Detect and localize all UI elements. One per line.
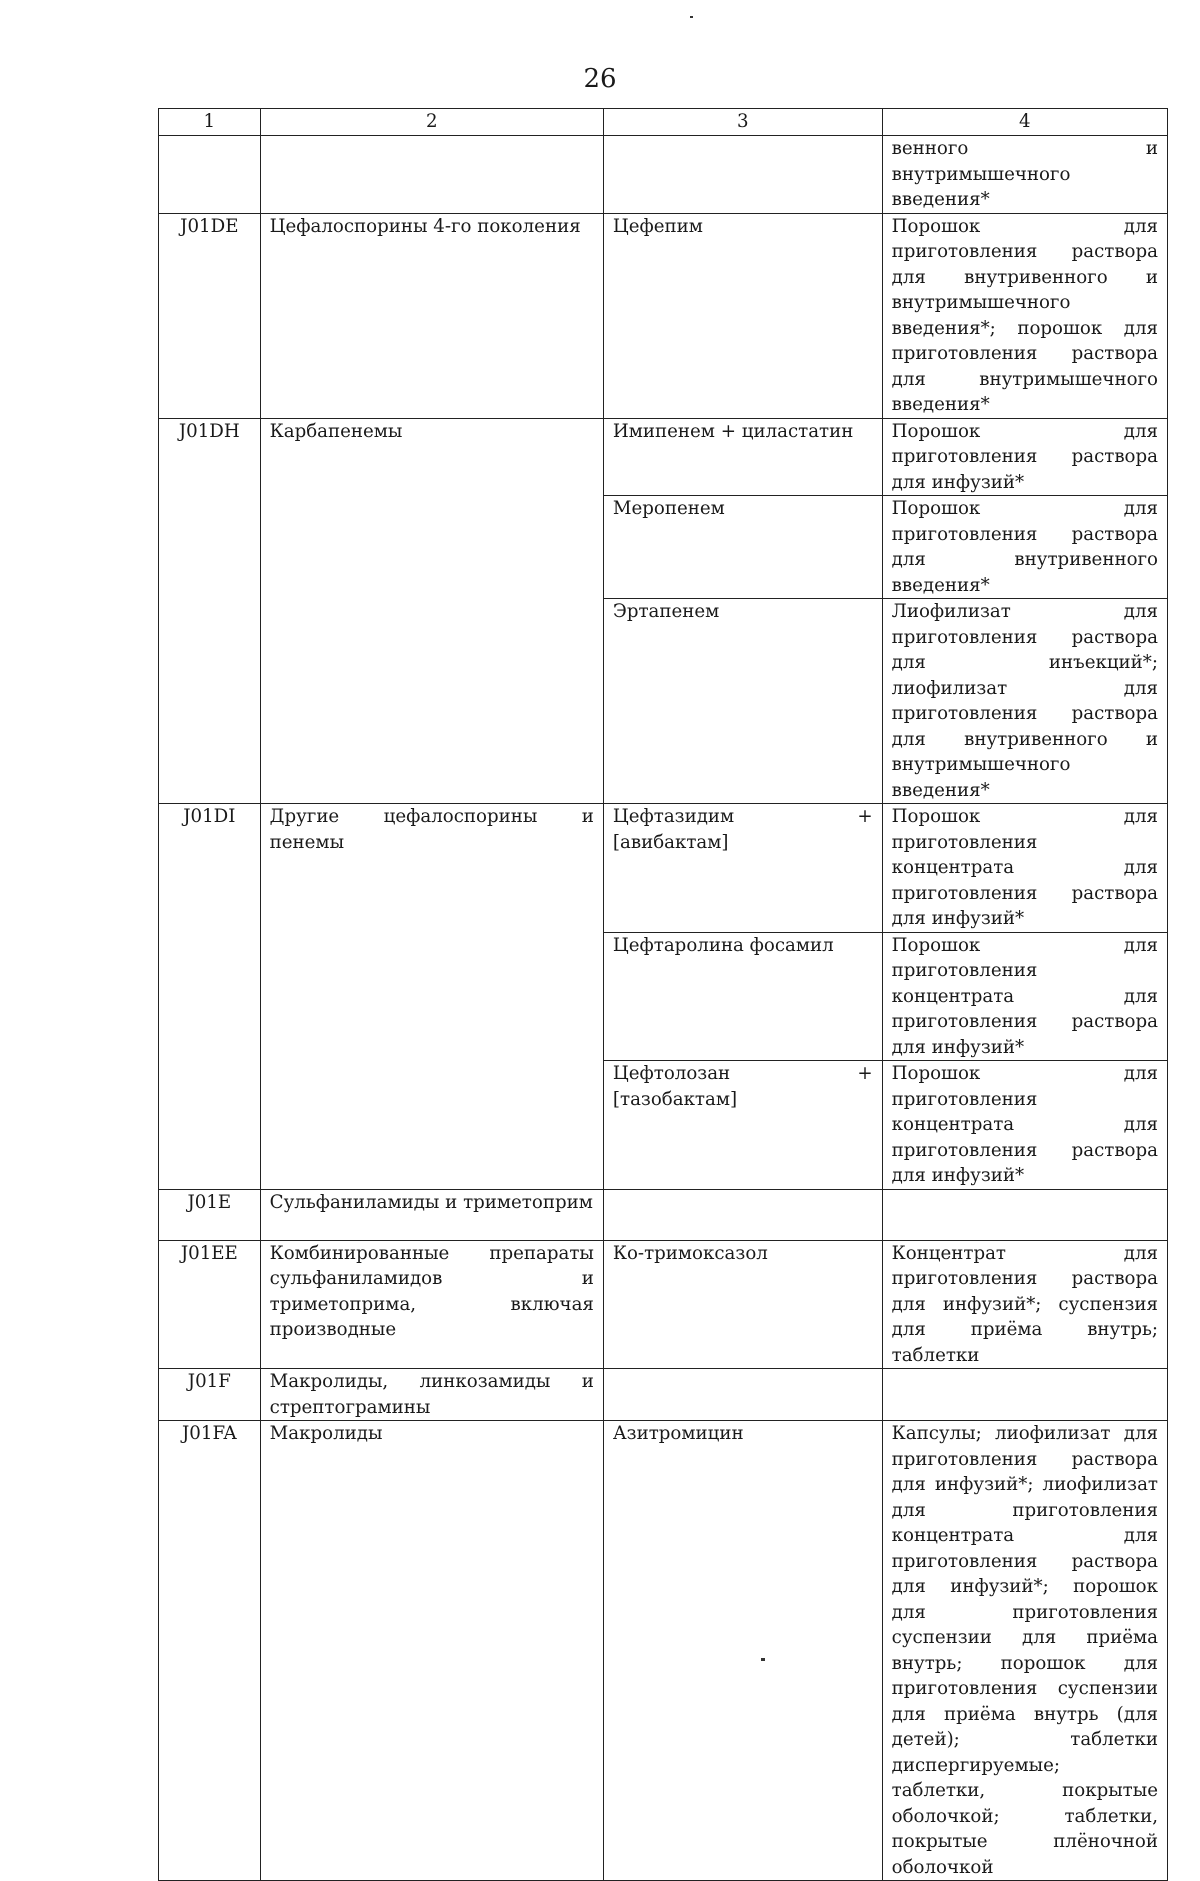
form-cell: венного и внутримышечного введения* <box>882 136 1167 214</box>
drug-cell: Имипенем + циластатин <box>603 418 882 496</box>
drug-cell <box>603 1189 882 1240</box>
form-cell: Порошок для приготовления концентрата для приготовления раствора для инфузий* <box>882 932 1167 1061</box>
drug-cell: Цефтазидим + [авибактам] <box>603 804 882 933</box>
atc-code-cell: J01F <box>159 1369 261 1421</box>
group-cell: Цефалоспорины 4-го поколения <box>260 213 603 418</box>
page-number: 26 <box>583 64 617 94</box>
column-header-2: 2 <box>260 109 603 136</box>
table-row <box>159 1240 1168 1369</box>
drug-cell: Цефтаролина фосамил <box>603 932 882 1061</box>
group-cell: Другие цефалоспорины и пенемы <box>260 804 603 1190</box>
form-cell <box>882 1189 1167 1240</box>
table-row <box>159 1369 1168 1421</box>
table-row <box>159 804 1168 933</box>
column-header-3: 3 <box>603 109 882 136</box>
drug-cell <box>603 136 882 214</box>
drug-cell: Цефепим <box>603 213 882 418</box>
drug-cell: Ко-тримоксазол <box>603 1240 882 1369</box>
form-cell <box>882 1369 1167 1421</box>
group-cell <box>260 136 603 214</box>
table-row <box>159 136 1168 214</box>
form-cell: Порошок для приготовления раствора для внутривенного и внутримышечного введения*; порошок для приготовления раствора для внутримышечного введения* <box>882 213 1167 418</box>
form-cell: Капсулы; лиофилизат для приготовления раствора для инфузий*; лиофилизат для приготовления концентрата для приготовления раствора для инфузий*; порошок для приготовления суспензии для приёма внутрь; порошок для приготовления суспензии для приёма внутрь (для детей); таблетки диспергируемые; таблетки, покрытые оболочкой; таблетки, покрытые плёночной оболочкой <box>882 1421 1167 1881</box>
group-cell: Сульфаниламиды и триметоприм <box>260 1189 603 1240</box>
atc-code-cell: J01DI <box>159 804 261 1190</box>
atc-code-cell: J01DH <box>159 418 261 804</box>
form-cell: Лиофилизат для приготовления раствора для инъекций*; лиофилизат для приготовления раствора для внутривенного и внутримышечного введения* <box>882 599 1167 804</box>
group-cell: Макролиды <box>260 1421 603 1881</box>
drug-cell: Азитромицин <box>603 1421 882 1881</box>
atc-code-cell: J01DE <box>159 213 261 418</box>
table-row <box>159 213 1168 418</box>
form-cell: Порошок для приготовления концентрата для приготовления раствора для инфузий* <box>882 804 1167 933</box>
atc-code-cell: J01FA <box>159 1421 261 1881</box>
scan-speck <box>761 1658 765 1661</box>
drug-table <box>158 108 1168 1881</box>
table-row <box>159 418 1168 496</box>
drug-cell: Меропенем <box>603 496 882 599</box>
group-cell: Макролиды, линкозамиды и стрептограмины <box>260 1369 603 1421</box>
atc-code-cell: J01EE <box>159 1240 261 1369</box>
table-row <box>159 1421 1168 1881</box>
group-cell: Комбинированные препараты сульфаниламидов и триметоприма, включая производные <box>260 1240 603 1369</box>
form-cell: Порошок для приготовления раствора для инфузий* <box>882 418 1167 496</box>
drug-cell <box>603 1369 882 1421</box>
table-header-row <box>159 109 1168 136</box>
drug-cell: Цефтолозан + [тазобактам] <box>603 1061 882 1190</box>
form-cell: Концентрат для приготовления раствора для инфузий*; суспензия для приёма внутрь; таблетки <box>882 1240 1167 1369</box>
table-row <box>159 1189 1168 1240</box>
drug-cell: Эртапенем <box>603 599 882 804</box>
form-cell: Порошок для приготовления концентрата для приготовления раствора для инфузий* <box>882 1061 1167 1190</box>
form-cell: Порошок для приготовления раствора для внутривенного введения* <box>882 496 1167 599</box>
atc-code-cell <box>159 136 261 214</box>
group-cell: Карбапенемы <box>260 418 603 804</box>
column-header-4: 4 <box>882 109 1167 136</box>
column-header-1: 1 <box>159 109 261 136</box>
atc-code-cell: J01E <box>159 1189 261 1240</box>
scan-speck <box>690 16 693 18</box>
